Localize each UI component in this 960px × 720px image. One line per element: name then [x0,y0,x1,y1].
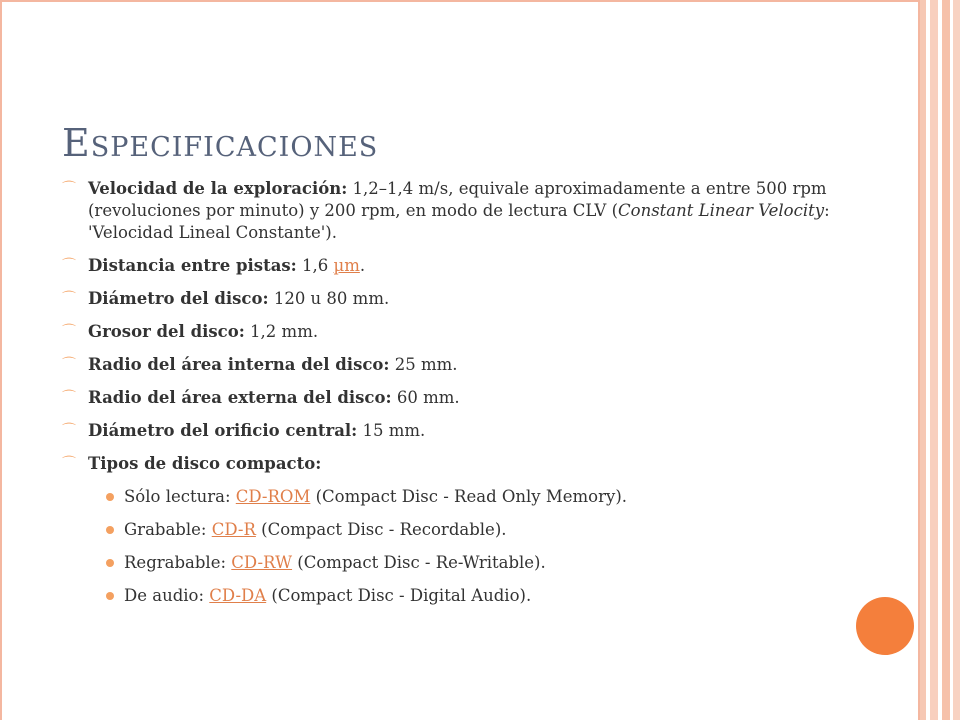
list-item [62,387,842,409]
sub-list-item [62,552,842,574]
list-item [62,420,842,442]
sub-item-prefix: De audio: [124,586,210,605]
list-item [62,321,842,343]
sub-item-suffix: (Compact Disc - Recordable). [255,520,507,539]
item-text: 1,2–1,4 m/s, equivale aproximadamente a entre 500 rpm (revoluciones por minuto) y 200 rpm, en modo de lectura CLV ( [88,179,827,220]
sub-bullet-icon [106,526,114,534]
bullet-icon: ⌒ [62,258,76,274]
item-label: Diámetro del disco: [88,289,269,308]
sub-item-prefix: Grabable: [124,520,212,539]
sub-list-item [62,486,842,508]
bullet-icon: ⌒ [62,357,76,373]
sub-item-suffix: (Compact Disc - Re-Writable). [292,553,546,572]
cd-rom-link[interactable]: CD-ROM [235,487,311,506]
item-text: 1,2 mm. [244,322,319,341]
orange-circle-decoration [856,597,914,655]
bullet-icon: ⌒ [62,181,76,197]
sub-bullet-icon [106,559,114,567]
decorative-stripes [920,0,960,720]
item-text: 25 mm. [389,355,458,374]
item-label: Distancia entre pistas: [88,256,297,275]
list-item [62,354,842,376]
item-label: Velocidad de la exploración: [88,179,348,198]
bullet-icon: ⌒ [62,390,76,406]
sub-item-suffix: (Compact Disc - Digital Audio). [266,586,532,605]
sub-list-item [62,585,842,607]
item-label: Tipos de disco compacto: [88,454,322,473]
sub-item-prefix: Regrabable: [124,553,232,572]
cd-r-link[interactable]: CD-R [211,520,256,539]
bullet-icon: ⌒ [62,423,76,439]
cd-rw-link[interactable]: CD-RW [231,553,293,572]
item-label: Radio del área externa del disco: [88,388,392,407]
item-text: . [359,256,366,275]
sub-list-item [62,519,842,541]
slide-title: Especificaciones [62,121,379,166]
item-label: Grosor del disco: [88,322,245,341]
item-text: 60 mm. [391,388,460,407]
sub-bullet-icon [106,493,114,501]
sub-item-prefix: Sólo lectura: [124,487,236,506]
bullet-icon: ⌒ [62,324,76,340]
item-label: Diámetro del orificio central: [88,421,358,440]
list-item [62,453,842,475]
item-text: 15 mm. [357,421,426,440]
list-item [62,178,842,244]
bullet-icon: ⌒ [62,456,76,472]
item-text: : 'Velocidad Lineal Constante'). [88,201,830,242]
list-item [62,288,842,310]
item-text: 120 u 80 mm. [268,289,390,308]
bullet-icon: ⌒ [62,291,76,307]
micrometer-link[interactable]: µm [333,256,360,275]
item-italic: Constant Linear Velocity [618,201,825,220]
cd-da-link[interactable]: CD-DA [209,586,267,605]
sub-bullet-icon [106,592,114,600]
sub-item-suffix: (Compact Disc - Read Only Memory). [310,487,628,506]
item-label: Radio del área interna del disco: [88,355,390,374]
list-item [62,255,842,277]
item-text: 1,6 [296,256,334,275]
bullet-list [62,178,842,618]
